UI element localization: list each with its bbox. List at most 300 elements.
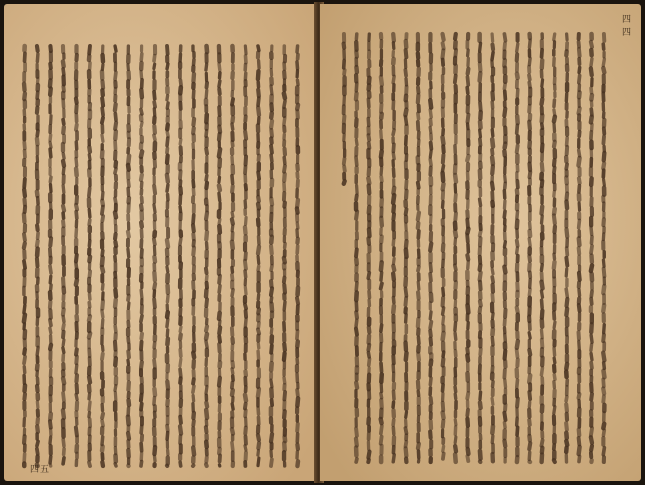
character-stroke (24, 315, 25, 322)
character-stroke (89, 333, 90, 337)
text-column (356, 34, 357, 462)
text-column (115, 46, 116, 466)
character-stroke (443, 184, 444, 190)
character-stroke (393, 153, 394, 158)
character-stroke (344, 166, 345, 170)
text-column (344, 34, 345, 184)
character-stroke (180, 327, 181, 331)
character-stroke (554, 110, 555, 115)
character-stroke (603, 163, 604, 168)
character-stroke (206, 403, 207, 407)
character-stroke (271, 266, 272, 270)
character-stroke (284, 174, 285, 181)
character-stroke (406, 241, 407, 247)
character-stroke (37, 241, 38, 246)
character-stroke (431, 143, 432, 149)
character-stroke (193, 421, 194, 425)
character-stroke (193, 74, 194, 81)
character-stroke (604, 430, 605, 435)
character-stroke (245, 227, 246, 233)
character-stroke (297, 80, 298, 84)
character-stroke (591, 324, 592, 332)
character-stroke (50, 421, 51, 427)
character-stroke (393, 214, 394, 219)
character-stroke (542, 99, 543, 104)
character-stroke (24, 357, 25, 364)
character-stroke (76, 169, 77, 176)
text-column (504, 34, 505, 462)
character-stroke (418, 282, 419, 289)
character-stroke (480, 130, 481, 137)
character-stroke (102, 65, 103, 70)
character-stroke (219, 327, 220, 333)
character-stroke (431, 339, 432, 345)
character-stroke (430, 378, 431, 384)
character-stroke (418, 113, 419, 118)
character-stroke (430, 110, 431, 118)
character-stroke (492, 183, 493, 189)
character-stroke (591, 437, 592, 443)
character-stroke (566, 309, 567, 315)
character-stroke (604, 180, 605, 185)
character-stroke (406, 250, 407, 257)
character-stroke (591, 227, 592, 234)
character-stroke (579, 394, 580, 398)
character-stroke (245, 319, 246, 327)
text-column (193, 46, 194, 466)
character-stroke (517, 116, 518, 123)
text-column (258, 46, 259, 466)
character-stroke (128, 165, 129, 170)
character-stroke (492, 294, 493, 301)
character-stroke (63, 221, 64, 226)
character-stroke (258, 107, 259, 115)
character-stroke (245, 132, 246, 139)
character-stroke (455, 323, 456, 330)
character-stroke (603, 260, 604, 266)
character-stroke (76, 349, 77, 354)
character-stroke (554, 168, 555, 173)
character-stroke (455, 76, 456, 83)
character-stroke (115, 358, 116, 365)
character-stroke (467, 456, 468, 461)
character-stroke (430, 264, 431, 271)
character-stroke (529, 82, 530, 86)
character-stroke (443, 403, 444, 411)
character-stroke (492, 426, 493, 433)
character-stroke (405, 288, 406, 296)
character-stroke (141, 290, 142, 298)
character-stroke (63, 317, 64, 322)
character-stroke (89, 147, 90, 152)
character-stroke (284, 166, 285, 172)
character-stroke (529, 392, 530, 399)
text-column (566, 34, 567, 462)
character-stroke (154, 102, 155, 107)
character-stroke (63, 168, 64, 173)
character-stroke (167, 319, 168, 326)
character-stroke (50, 345, 51, 349)
character-stroke (115, 198, 116, 202)
character-stroke (24, 436, 25, 443)
character-stroke (591, 394, 592, 400)
character-stroke (271, 199, 272, 205)
character-stroke (517, 341, 518, 348)
character-stroke (493, 382, 494, 387)
character-stroke (180, 378, 181, 383)
character-stroke (284, 93, 285, 98)
character-stroke (245, 446, 246, 450)
character-stroke (443, 34, 444, 40)
character-stroke (24, 234, 25, 240)
character-stroke (480, 231, 481, 235)
character-stroke (180, 417, 181, 423)
character-stroke (128, 433, 129, 439)
character-stroke (206, 269, 207, 273)
character-stroke (406, 209, 407, 214)
character-stroke (232, 404, 233, 409)
character-stroke (430, 331, 431, 336)
character-stroke (102, 437, 103, 445)
character-stroke (102, 301, 103, 309)
character-stroke (271, 363, 272, 370)
character-stroke (219, 226, 220, 232)
character-stroke (258, 204, 259, 209)
character-stroke (141, 109, 142, 113)
character-stroke (76, 395, 77, 400)
character-stroke (443, 43, 444, 48)
character-stroke (102, 354, 103, 359)
character-stroke (603, 136, 604, 143)
character-stroke (271, 304, 272, 311)
character-stroke (418, 213, 419, 220)
character-stroke (154, 272, 155, 280)
character-stroke (63, 458, 64, 464)
character-stroke (24, 243, 25, 248)
left-page-number: 四五 (30, 465, 51, 475)
character-stroke (271, 380, 272, 387)
character-stroke (128, 156, 129, 163)
character-stroke (206, 149, 207, 154)
character-stroke (430, 100, 431, 107)
character-stroke (505, 91, 506, 99)
character-stroke (603, 286, 604, 293)
character-stroke (579, 273, 580, 280)
character-stroke (245, 287, 246, 294)
left-page (4, 4, 318, 481)
character-stroke (579, 248, 580, 254)
character-stroke (529, 420, 530, 425)
character-stroke (455, 437, 456, 443)
character-stroke (154, 299, 155, 307)
character-stroke (102, 81, 103, 88)
character-stroke (443, 352, 444, 356)
text-column (405, 34, 406, 462)
character-stroke (206, 176, 207, 181)
character-stroke (529, 333, 530, 338)
character-stroke (232, 226, 233, 231)
character-stroke (297, 461, 298, 466)
character-stroke (24, 349, 25, 354)
character-stroke (89, 46, 90, 54)
character-stroke (180, 207, 181, 212)
character-stroke (418, 444, 419, 449)
character-stroke (50, 89, 51, 95)
character-stroke (89, 155, 90, 160)
character-stroke (24, 179, 25, 187)
character-stroke (455, 446, 456, 451)
character-stroke (431, 361, 432, 365)
character-stroke (115, 386, 116, 391)
character-stroke (566, 258, 567, 266)
character-stroke (102, 446, 103, 450)
character-stroke (128, 382, 129, 390)
character-stroke (102, 421, 103, 426)
character-stroke (430, 312, 431, 319)
character-stroke (219, 193, 220, 200)
character-stroke (504, 267, 505, 273)
character-stroke (393, 206, 394, 212)
character-stroke (271, 86, 272, 94)
character-stroke (76, 212, 77, 218)
character-stroke (89, 316, 90, 320)
character-stroke (154, 360, 155, 367)
character-stroke (530, 172, 531, 177)
character-stroke (180, 426, 181, 433)
character-stroke (554, 34, 555, 40)
character-stroke (603, 448, 604, 455)
character-stroke (566, 164, 567, 169)
character-stroke (180, 369, 181, 376)
character-stroke (591, 117, 592, 123)
character-stroke (603, 59, 604, 65)
character-stroke (492, 52, 493, 59)
character-stroke (356, 312, 357, 318)
character-stroke (430, 322, 431, 328)
character-stroke (529, 40, 530, 47)
character-stroke (368, 273, 369, 279)
character-stroke (567, 138, 568, 145)
character-stroke (154, 239, 155, 244)
character-stroke (455, 394, 456, 398)
character-stroke (356, 211, 357, 218)
character-stroke (579, 68, 580, 73)
character-stroke (529, 256, 530, 261)
character-stroke (480, 451, 481, 459)
character-stroke (505, 380, 506, 387)
character-stroke (141, 90, 142, 97)
character-stroke (517, 380, 518, 387)
character-stroke (180, 335, 181, 340)
character-stroke (591, 446, 592, 450)
character-stroke (258, 458, 259, 465)
character-stroke (232, 176, 233, 184)
character-stroke (356, 320, 357, 326)
character-stroke (63, 61, 64, 66)
character-stroke (480, 403, 481, 408)
character-stroke (591, 109, 592, 115)
text-column (591, 34, 592, 462)
character-stroke (102, 216, 103, 221)
character-stroke (193, 395, 194, 400)
character-stroke (492, 436, 493, 443)
text-column (368, 34, 369, 462)
character-stroke (245, 261, 246, 269)
character-stroke (37, 386, 38, 391)
character-stroke (50, 266, 51, 273)
character-stroke (141, 316, 142, 322)
character-stroke (128, 232, 129, 237)
character-stroke (76, 98, 77, 102)
character-stroke (284, 118, 285, 125)
character-stroke (102, 311, 103, 317)
character-stroke (167, 432, 168, 439)
character-stroke (271, 130, 272, 136)
character-stroke (271, 146, 272, 153)
text-column (381, 34, 382, 462)
character-stroke (480, 301, 481, 306)
character-stroke (89, 220, 90, 225)
character-stroke (443, 155, 444, 162)
character-stroke (394, 259, 395, 264)
character-stroke (554, 209, 555, 214)
character-stroke (393, 391, 394, 399)
character-stroke (141, 334, 142, 339)
text-column (430, 34, 431, 462)
character-stroke (443, 298, 444, 306)
character-stroke (566, 397, 567, 401)
character-stroke (206, 427, 207, 432)
character-stroke (63, 325, 64, 330)
character-stroke (102, 414, 103, 418)
text-column (517, 34, 518, 462)
character-stroke (604, 325, 605, 333)
text-column (271, 46, 272, 466)
character-stroke (591, 246, 592, 253)
character-stroke (271, 288, 272, 295)
character-stroke (76, 158, 77, 165)
character-stroke (504, 441, 505, 446)
character-stroke (418, 337, 419, 343)
character-stroke (368, 178, 369, 183)
character-stroke (297, 424, 298, 431)
character-stroke (579, 178, 580, 183)
character-stroke (115, 290, 116, 297)
character-stroke (245, 404, 246, 409)
character-stroke (154, 64, 155, 68)
text-column (529, 34, 530, 462)
character-stroke (554, 142, 555, 147)
character-stroke (356, 250, 357, 257)
character-stroke (455, 194, 456, 201)
character-stroke (381, 218, 382, 226)
character-stroke (430, 243, 431, 250)
character-stroke (467, 229, 468, 233)
character-stroke (167, 267, 168, 272)
character-stroke (102, 267, 103, 272)
character-stroke (63, 378, 64, 383)
character-stroke (369, 143, 370, 148)
character-stroke (591, 335, 592, 342)
character-stroke (393, 455, 394, 462)
character-stroke (579, 150, 580, 156)
character-stroke (455, 213, 456, 220)
character-stroke (180, 171, 181, 179)
character-stroke (115, 104, 116, 110)
character-stroke (517, 44, 518, 52)
character-stroke (76, 255, 77, 261)
character-stroke (393, 266, 394, 270)
character-stroke (193, 215, 194, 222)
character-stroke (37, 259, 38, 266)
character-stroke (37, 131, 38, 136)
character-stroke (542, 80, 543, 87)
character-stroke (102, 192, 103, 198)
character-stroke (141, 151, 142, 156)
character-stroke (541, 265, 542, 271)
character-stroke (37, 225, 38, 230)
character-stroke (180, 87, 181, 93)
character-stroke (63, 127, 64, 133)
character-stroke (232, 242, 233, 249)
character-stroke (232, 219, 233, 224)
character-stroke (591, 344, 592, 350)
character-stroke (579, 76, 580, 83)
character-stroke (504, 43, 505, 49)
character-stroke (406, 412, 407, 417)
character-stroke (206, 232, 207, 240)
character-stroke (541, 330, 542, 338)
character-stroke (63, 185, 64, 192)
text-column (232, 46, 233, 466)
character-stroke (517, 146, 518, 153)
character-stroke (115, 46, 116, 51)
character-stroke (443, 412, 444, 418)
character-stroke (37, 54, 38, 61)
character-stroke (381, 262, 382, 270)
character-stroke (357, 186, 358, 194)
text-column (297, 46, 298, 466)
character-stroke (50, 276, 51, 283)
character-stroke (154, 398, 155, 405)
character-stroke (63, 309, 64, 314)
character-stroke (154, 186, 155, 194)
character-stroke (89, 394, 90, 399)
character-stroke (430, 151, 431, 157)
character-stroke (206, 334, 207, 339)
character-stroke (180, 80, 181, 85)
character-stroke (443, 421, 444, 427)
character-stroke (24, 261, 25, 268)
character-stroke (284, 411, 285, 418)
character-stroke (468, 69, 469, 74)
character-stroke (89, 413, 90, 417)
character-stroke (129, 400, 130, 405)
character-stroke (542, 124, 543, 128)
character-stroke (24, 142, 25, 148)
character-stroke (541, 291, 542, 297)
character-stroke (591, 237, 592, 243)
character-stroke (418, 223, 419, 228)
character-stroke (455, 175, 456, 182)
character-stroke (297, 200, 298, 207)
character-stroke (603, 353, 604, 361)
character-stroke (167, 156, 168, 163)
character-stroke (344, 70, 345, 74)
character-stroke (50, 328, 51, 333)
character-stroke (418, 183, 419, 188)
character-stroke (455, 265, 456, 269)
